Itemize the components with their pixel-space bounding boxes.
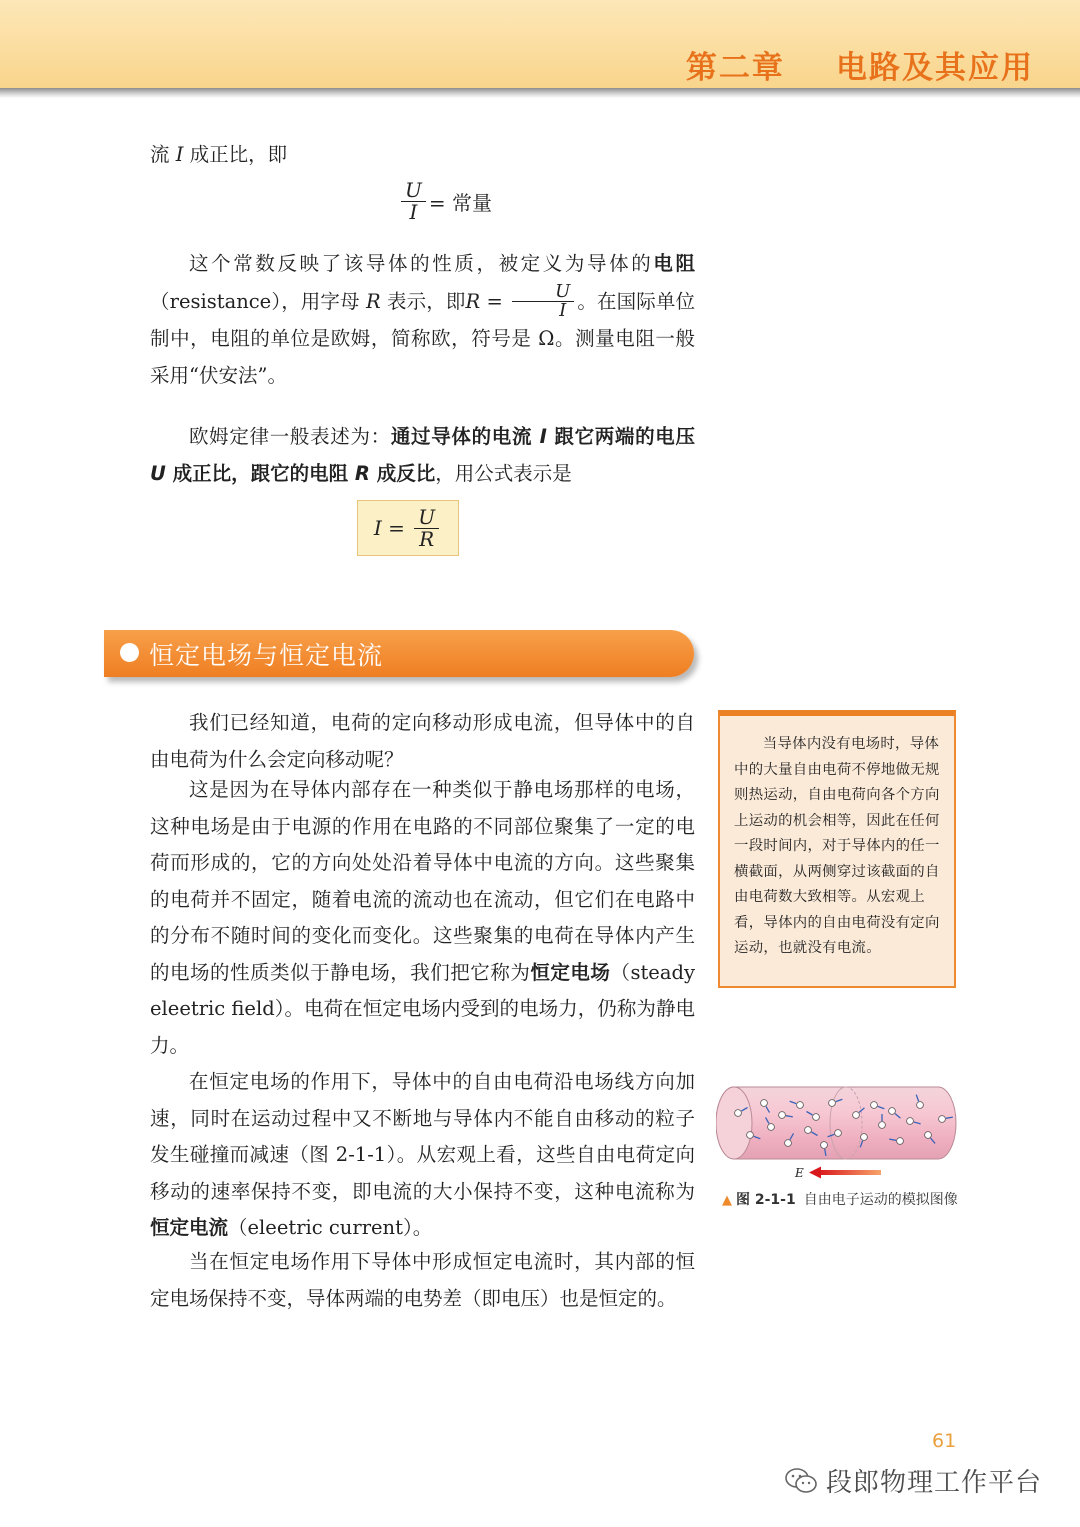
- triangle-marker-icon: ▲: [722, 1193, 732, 1208]
- electron: [939, 1116, 946, 1123]
- text-span: （resistance），用字母: [150, 289, 366, 313]
- figure-number: 图 2-1-1: [736, 1192, 796, 1208]
- watermark: [784, 1462, 1042, 1499]
- electron: [785, 1140, 792, 1147]
- electron: [907, 1118, 914, 1125]
- text-span: 在恒定电场的作用下，导体中的自由电荷沿电场线方向加速，同时在运动过程中又不断地与导体内不能自由移动的粒子发生碰撞而减速（图 2-1-1）。从宏观上看，这些自由电荷定向移动的速率保持不变，即电流的大小保持不变，这种电流称为: [150, 1070, 695, 1203]
- chapter-header: [0, 0, 1080, 88]
- electron: [835, 1130, 842, 1137]
- electron: [925, 1132, 932, 1139]
- electron: [768, 1124, 775, 1131]
- field-label: E: [795, 1166, 804, 1180]
- electron: [735, 1110, 742, 1117]
- variable-r: R: [365, 289, 381, 313]
- body-paragraph-1: 我们已经知道，电荷的定向移动形成电流，但导体中的自由电荷为什么会定向移动呢？: [150, 711, 695, 771]
- paragraph-ohms-law: [150, 419, 695, 492]
- electron: [889, 1108, 896, 1115]
- text-span: 。在国际单位制中，电阻的单位是欧姆，简称欧，符号是 Ω。测量电阻一般采用“伏安法”。: [150, 289, 695, 387]
- figure-caption: [722, 1189, 962, 1212]
- text-span: 欧姆定律一般表述为：: [189, 425, 391, 448]
- chapter-title: 第二章 电路及其应用: [685, 50, 1034, 86]
- body-paragraph-2: [150, 772, 695, 1064]
- formula-rhs: = 常量: [428, 191, 492, 215]
- text-span: 表示，即: [380, 289, 466, 313]
- electron: [813, 1114, 820, 1121]
- fraction-denominator: R: [419, 526, 435, 551]
- conductor-diagram: [716, 1075, 961, 1185]
- bold-span: 成反比: [369, 461, 436, 485]
- body-paragraph-3: [150, 1064, 695, 1247]
- text-span: 流: [150, 143, 176, 166]
- text-span: ，用公式表示是: [435, 461, 572, 485]
- header-shadow: [0, 88, 1080, 98]
- ohms-law-formula-box: [357, 500, 459, 556]
- watermark-text: 段郎物理工作平台: [826, 1468, 1043, 1498]
- text-span: 这个常数反映了该导体的性质，被定义为导体的: [189, 252, 654, 275]
- bold-span: 跟它两端的电压: [546, 425, 695, 448]
- text-span: （steady eleetric field）。电荷在恒定电场内受到的电场力，仍称为静电力。: [150, 960, 695, 1057]
- fraction-numerator: U: [414, 507, 439, 529]
- paragraph-resistance: [150, 246, 695, 394]
- field-arrow-head-icon: [809, 1167, 821, 1179]
- equals-sign: =: [480, 289, 510, 313]
- figure-electron-motion: [716, 1075, 961, 1189]
- electron: [879, 1122, 886, 1129]
- equals-sign: =: [381, 516, 412, 540]
- page-number: 61: [932, 1430, 957, 1452]
- electron: [853, 1112, 860, 1119]
- fraction-numerator: U: [401, 180, 426, 202]
- electron: [805, 1127, 812, 1134]
- bold-span: 成正比，跟它的电阻: [165, 461, 355, 485]
- electron: [917, 1102, 924, 1109]
- electron: [747, 1132, 754, 1139]
- text-span: 成正比，即: [183, 143, 288, 166]
- fraction-numerator: U: [512, 283, 574, 303]
- electron: [871, 1102, 878, 1109]
- electron: [861, 1134, 868, 1141]
- variable-i: I: [373, 516, 382, 540]
- electron: [897, 1138, 904, 1145]
- electron: [779, 1112, 786, 1119]
- field-arrow: [819, 1170, 881, 1175]
- text-span: （eleetric current）。: [228, 1216, 433, 1239]
- wechat-icon: [784, 1466, 818, 1496]
- fraction: [401, 180, 426, 223]
- section-heading: [104, 630, 694, 677]
- electron: [797, 1102, 804, 1109]
- figure-caption-text: 自由电子运动的模拟图像: [803, 1192, 958, 1208]
- term-steady-current: 恒定电流: [150, 1216, 229, 1239]
- bold-span: 通过导体的电流: [390, 425, 540, 448]
- sidebar-note-text: 当导体内没有电场时，导体中的大量自由电荷不停地做无规则热运动，自由电荷向各个方向上运动的机会相等，因此在任何一段时间内，对于导体内的任一横截面，从两侧穿过该截面的自由电荷数大致相等。从宏观上看，导体内的自由电荷没有定向运动，也就没有电流。: [734, 736, 940, 956]
- variable-i: I: [539, 425, 547, 448]
- variable-r: R: [465, 289, 481, 313]
- term-resistance: 电阻: [653, 252, 695, 275]
- body-paragraph-4: 当在恒定电场作用下导体中形成恒定电流时，其内部的恒定电场保持不变，导体两端的电势差（即电压）也是恒定的。: [150, 1250, 695, 1310]
- variable-u: U: [150, 461, 166, 485]
- sidebar-note: [718, 710, 956, 988]
- paragraph-continuation: [150, 137, 695, 174]
- fraction-inline: [512, 280, 574, 322]
- bullet-dot-icon: [120, 643, 139, 662]
- fraction-denominator: I: [409, 200, 418, 224]
- formula-u-over-i: [398, 180, 492, 223]
- variable-r: R: [354, 461, 370, 485]
- variable-i: I: [175, 143, 184, 166]
- electron: [829, 1100, 836, 1107]
- section-title: 恒定电场与恒定电流: [149, 641, 384, 670]
- electron: [761, 1100, 768, 1107]
- electron: [821, 1142, 828, 1149]
- text-span: 这是因为在导体内部存在一种类似于静电场那样的电场，这种电场是由于电源的作用在电路的不同部位聚集了一定的电荷而形成的，它的方向处处沿着导体中电流的方向。这些聚集的电荷并不固定，随着电流的流动也在流动，但它们在电路中的分布不随时间的变化而变化。这些聚集的电荷在导体内产生的电场的性质类似于静电场，我们把它称为: [150, 778, 695, 984]
- fraction: [414, 504, 439, 551]
- fraction-denominator: I: [559, 300, 567, 322]
- term-steady-field: 恒定电场: [530, 960, 611, 984]
